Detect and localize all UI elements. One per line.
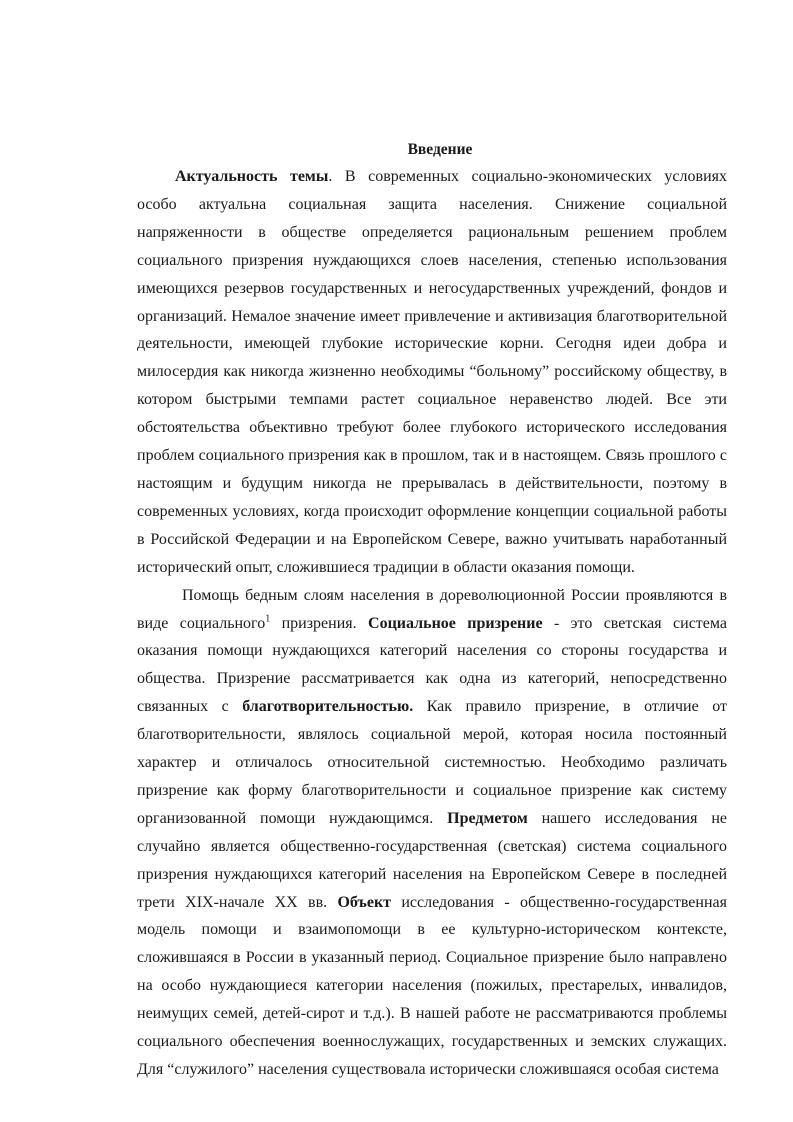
- bold-term-social-care: Социальное призрение: [368, 614, 543, 632]
- paragraph-relevance: [137, 163, 727, 582]
- paragraph-social-care: [137, 582, 727, 1084]
- footnote-marker: 1: [265, 613, 271, 625]
- paragraph-text: . В современных социально-экономических условиях особо актуальна социальная защита населения. Снижение социальной напряженности в обществе определяется рациональным решением проблем социального призрения нуждающихся слоев населения, степенью использования имеющихся резервов государственных и негосударственных учреждений, фондов и организаций. Немалое значение имеет привлечение и активизация благотворительной деятельности, имеющей глубокие исторические корни. Сегодня идеи добра и милосердия как никогда жизненно необходимы “больному” российскому обществу, в котором быстрыми темпами растет социальное неравенство людей. Все эти обстоятельства объективно требуют более глубокого исторического исследования проблем социального призрения как в прошлом, так и в настоящем. Связь прошлого с настоящим и будущим никогда не прерывалась в действительности, поэтому в современных условиях, когда происходит оформление концепции социальной работы в Российской Федерации и на Европейском Севере, важно учитывать наработанный исторический опыт, сложившиеся традиции в области оказания помощи.: [137, 168, 727, 576]
- page-title: Введение: [407, 141, 473, 158]
- bold-term-relevance: Актуальность темы: [175, 168, 329, 185]
- paragraph-text: нашего исследования не случайно является общественно-государственная (светская) система социального призрения нуждающихся категорий населения на Европейском Севере в последней трети XIX-начале XX вв.: [137, 809, 728, 911]
- paragraph-text: исследования - общественно-государственная модель помощи и взаимопомощи в ее культурно-историческом контексте, сложившаяся в России в указанный период. Социальное призрение было направлено на особо нуждающиеся категории населения (пожилых, престарелых, инвалидов, неимущих семей, детей-сирот и т.д.). В нашей работе не рассматриваются проблемы социального обеспечения военнослужащих, государственных и земских служащих. Для “служилого” населения существовала исторически сложившаяся особая система: [137, 893, 727, 1078]
- paragraph-text: призрения.: [270, 614, 369, 632]
- bold-term-object: Объект: [337, 893, 392, 911]
- paragraph-text: Помощь бедным слоям населения в дореволюционной России проявляются в виде социального: [137, 586, 727, 632]
- paragraph-text: - это светская система оказания помощи нуждающихся категорий населения со стороны государства и общества. Призрение рассматривается как одна из категорий, непосредственно связанных с: [137, 614, 727, 716]
- bold-term-charity: благотворительностью.: [242, 698, 414, 716]
- paragraph-text: Как правило призрение, в отличие от благотворительности, являлось социальной мерой, которая носила постоянный характер и отличалось относительной системностью. Необходимо различать призрение как форму благотворительности и социальное призрение как систему организованной помощи нуждающимся.: [137, 698, 727, 827]
- body-text: [137, 163, 727, 1084]
- bold-term-subject: Предметом: [447, 809, 528, 827]
